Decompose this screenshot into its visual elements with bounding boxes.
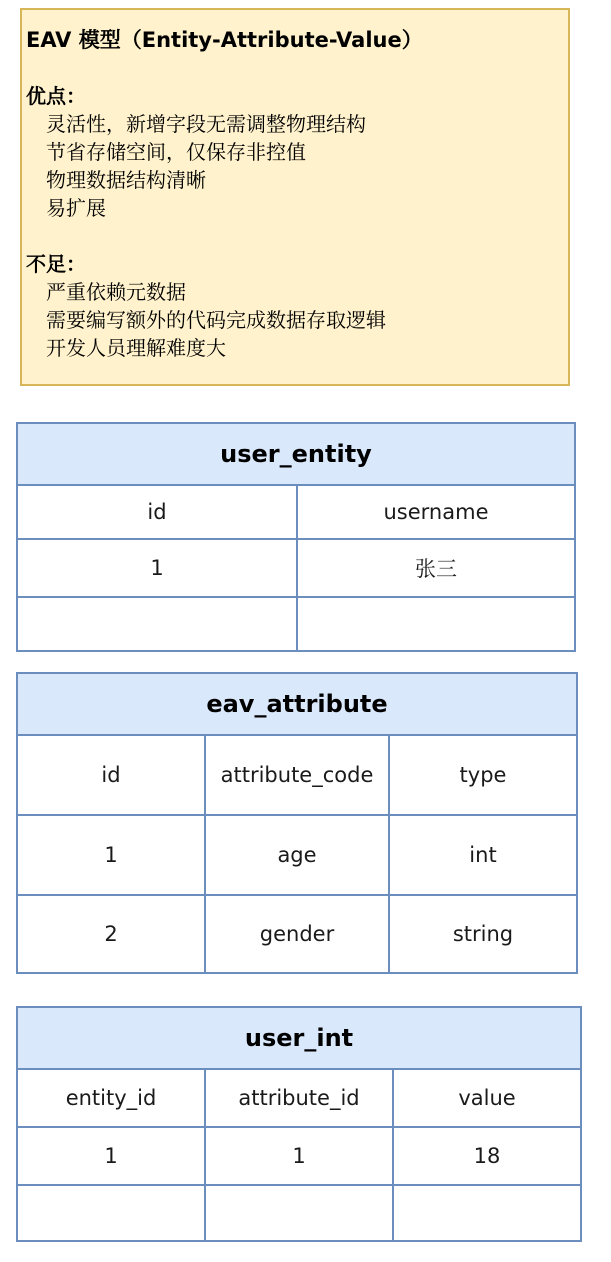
column-header: id	[18, 736, 206, 814]
table-cell: 1	[18, 1128, 206, 1184]
table-cell: string	[452, 922, 514, 946]
table-cell: 1	[18, 816, 206, 894]
eav-notes-box	[20, 8, 570, 386]
column-header: entity_id	[18, 1070, 206, 1126]
column-header: value	[458, 1086, 516, 1110]
table-cell: 1	[206, 1128, 394, 1184]
column-header: attribute_id	[206, 1070, 394, 1126]
table-cell: 1	[18, 540, 298, 596]
pros-heading: 优点：	[26, 84, 86, 108]
table-row	[18, 1186, 580, 1240]
cons-heading: 不足：	[26, 252, 86, 276]
table-cell: age	[206, 816, 390, 894]
table-row	[18, 1128, 580, 1186]
user-int-table	[16, 1006, 582, 1242]
table-row	[18, 816, 576, 896]
cons-item: 严重依赖元数据	[46, 280, 186, 304]
cons-item: 需要编写额外的代码完成数据存取逻辑	[46, 308, 386, 332]
spacer	[26, 222, 568, 250]
table-header-row	[18, 486, 574, 540]
pros-item: 易扩展	[46, 196, 106, 220]
column-header: id	[18, 486, 298, 538]
eav-attribute-table	[16, 672, 578, 974]
table-cell	[206, 1186, 394, 1240]
table-row	[18, 540, 574, 598]
table-title: user_entity	[18, 424, 574, 486]
table-header-row	[18, 1070, 580, 1128]
cons-item: 开发人员理解难度大	[46, 336, 226, 360]
eav-title: EAV 模型（Entity-Attribute-Value）	[26, 28, 423, 52]
table-title: user_int	[18, 1008, 580, 1070]
table-cell: 张三	[415, 557, 457, 581]
table-row	[18, 896, 576, 972]
table-cell: int	[469, 843, 497, 867]
table-title: eav_attribute	[18, 674, 576, 736]
column-header: type	[459, 763, 507, 787]
column-header: username	[383, 500, 489, 524]
pros-item: 物理数据结构清晰	[46, 168, 206, 192]
table-cell	[18, 598, 298, 650]
table-cell	[298, 598, 574, 650]
pros-item: 灵活性，新增字段无需调整物理结构	[46, 112, 366, 136]
table-cell: 2	[18, 896, 206, 972]
table-row	[18, 598, 574, 650]
table-cell: gender	[206, 896, 390, 972]
table-cell	[394, 1186, 580, 1240]
table-header-row	[18, 736, 576, 816]
user-entity-table	[16, 422, 576, 652]
column-header: attribute_code	[206, 736, 390, 814]
pros-item: 节省存储空间，仅保存非控值	[46, 140, 306, 164]
table-cell: 18	[473, 1144, 501, 1168]
table-cell	[18, 1186, 206, 1240]
